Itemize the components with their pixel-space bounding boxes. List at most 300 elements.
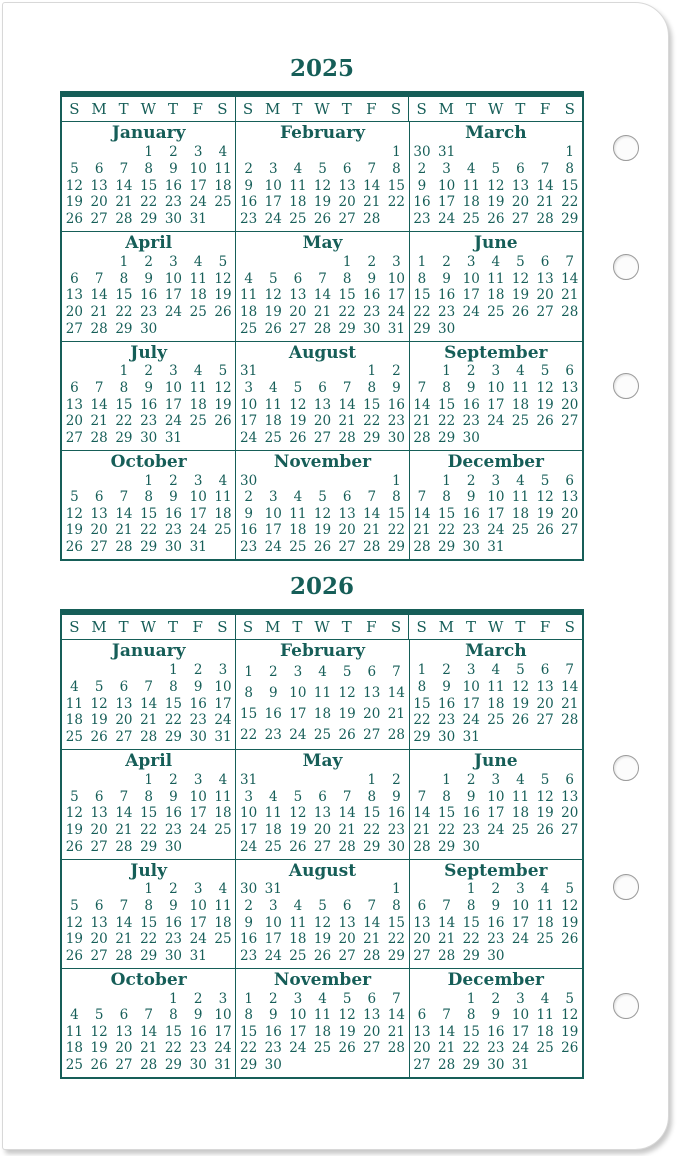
day-number: 15 (164, 1023, 183, 1040)
day-number: 23 (140, 303, 158, 320)
day-number: 13 (115, 1023, 133, 1040)
day-number: 22 (140, 194, 158, 211)
day-number: 24 (511, 1040, 530, 1057)
day-number: 13 (413, 1023, 431, 1040)
day-number: 8 (417, 270, 427, 287)
day-number: 21 (140, 712, 158, 729)
day-number: 6 (342, 897, 352, 914)
day-number: 4 (268, 379, 278, 396)
month-name: June (474, 751, 518, 772)
day-number: 2 (169, 472, 178, 489)
day-number: 10 (487, 788, 505, 805)
day-number: 15 (115, 396, 133, 413)
day-number: 24 (189, 821, 207, 838)
day-number: 2 (466, 472, 476, 489)
day-number: 13 (413, 914, 431, 931)
month-name: February (279, 641, 365, 661)
day-number: 7 (417, 788, 427, 805)
day-number (508, 949, 533, 964)
day-number (136, 663, 161, 678)
day-number: 12 (536, 379, 554, 396)
week-row (236, 932, 408, 947)
month-name: November (273, 451, 372, 472)
day-number: 3 (218, 990, 228, 1007)
day-number: 6 (119, 1007, 129, 1024)
day-number: 16 (387, 805, 405, 822)
day-number: 21 (438, 1040, 456, 1057)
day-number: 24 (487, 413, 505, 430)
day-number: 19 (65, 194, 83, 211)
day-number: 10 (189, 897, 207, 914)
day-number: 12 (289, 805, 307, 822)
day-number: 18 (462, 194, 480, 211)
month-name: May (302, 233, 343, 254)
weekday-label: S (564, 100, 575, 118)
day-number: 12 (536, 788, 554, 805)
day-number: 20 (363, 1023, 381, 1040)
year-title-2025: 2025 (289, 55, 354, 82)
day-number: 8 (144, 897, 153, 914)
week-row (236, 916, 408, 931)
day-number: 15 (240, 706, 258, 723)
week-row (236, 992, 408, 1007)
day-number: 20 (65, 413, 83, 430)
day-number: 2 (491, 881, 501, 898)
day-number: 16 (240, 522, 258, 539)
day-number: 8 (244, 1007, 253, 1024)
month-weeks (62, 144, 235, 228)
day-number: 18 (65, 1040, 83, 1057)
day-number: 26 (338, 727, 356, 744)
day-number: 20 (90, 931, 108, 948)
day-number: 11 (289, 914, 307, 931)
day-number: 5 (491, 160, 501, 177)
day-number: 3 (293, 990, 303, 1007)
day-number: 27 (90, 211, 108, 228)
day-number: 30 (140, 429, 158, 446)
day-number (533, 840, 558, 855)
day-number: 27 (561, 413, 579, 430)
day-number: 10 (164, 379, 183, 396)
day-number: 19 (536, 505, 554, 522)
day-number: 14 (387, 1007, 405, 1024)
day-number: 9 (417, 177, 427, 194)
day-number: 13 (363, 1007, 381, 1024)
day-number: 23 (240, 947, 258, 964)
day-number: 25 (536, 931, 554, 948)
day-number: 3 (442, 160, 451, 177)
day-number (410, 882, 435, 897)
weekday-label: T (168, 618, 179, 636)
month-name: September (444, 342, 548, 363)
day-number: 30 (487, 947, 505, 964)
day-number: 19 (561, 914, 579, 931)
week-row (410, 431, 582, 446)
month-july (62, 859, 235, 968)
week-row (236, 523, 408, 538)
month-name: December (447, 969, 544, 990)
day-number (508, 730, 533, 745)
day-number: 4 (218, 772, 228, 789)
day-number: 19 (90, 1040, 108, 1057)
weekday-label: F (366, 618, 377, 636)
month-weeks (410, 254, 582, 337)
day-number: 18 (189, 396, 207, 413)
day-number: 7 (367, 897, 377, 914)
week-row (236, 195, 408, 210)
day-number: 22 (363, 821, 381, 838)
day-number: 29 (140, 211, 158, 228)
week-row (236, 1041, 408, 1056)
day-number: 22 (387, 522, 405, 539)
day-number: 18 (264, 413, 282, 430)
day-number: 25 (65, 1057, 83, 1074)
day-number: 26 (313, 539, 332, 556)
weekday-label: T (341, 618, 352, 636)
weekday-group (408, 615, 582, 639)
day-number (211, 949, 236, 964)
day-number: 7 (94, 379, 104, 396)
day-number (261, 145, 286, 160)
day-number: 11 (214, 160, 232, 177)
day-number: 12 (487, 177, 505, 194)
day-number: 25 (289, 947, 307, 964)
week-row (62, 663, 235, 678)
day-number (310, 145, 335, 160)
day-number: 2 (144, 363, 153, 380)
day-number: 8 (144, 160, 153, 177)
day-number (161, 322, 186, 337)
day-number: 21 (313, 303, 332, 320)
day-number: 3 (491, 472, 501, 489)
day-number (508, 145, 533, 160)
week-row (236, 1025, 408, 1040)
week-row (410, 212, 582, 227)
day-number: 9 (268, 685, 278, 702)
day-number (310, 773, 335, 788)
week-row (62, 414, 235, 429)
day-number: 1 (144, 772, 153, 789)
day-number (459, 322, 484, 337)
day-number: 6 (318, 788, 327, 805)
week-row (62, 713, 235, 728)
day-number (335, 145, 360, 160)
binder-hole (613, 874, 639, 900)
day-number (384, 1058, 409, 1073)
day-number: 5 (318, 489, 327, 506)
day-number (533, 540, 558, 555)
month-october (62, 968, 235, 1077)
day-number (112, 145, 137, 160)
day-number: 13 (313, 805, 332, 822)
week-row (410, 713, 582, 728)
day-number (261, 773, 286, 788)
day-number: 3 (169, 363, 178, 380)
day-number: 14 (338, 805, 356, 822)
day-number: 26 (536, 413, 554, 430)
day-number: 3 (268, 160, 278, 177)
day-number (87, 773, 112, 788)
day-number (286, 364, 311, 379)
day-number: 28 (90, 429, 108, 446)
day-number: 30 (462, 838, 480, 855)
day-number (533, 431, 558, 446)
day-number: 27 (363, 727, 381, 744)
day-number: 25 (536, 1040, 554, 1057)
day-number: 21 (536, 194, 554, 211)
week-row (236, 686, 408, 701)
weekday-label: S (416, 618, 427, 636)
day-number: 22 (140, 931, 158, 948)
day-number: 5 (70, 160, 79, 177)
day-number: 2 (193, 990, 203, 1007)
day-number (286, 773, 311, 788)
day-number: 1 (392, 472, 401, 489)
month-name: August (288, 860, 357, 881)
day-number: 15 (164, 695, 183, 712)
day-number: 23 (487, 1040, 505, 1057)
week-row (62, 773, 235, 788)
day-number: 18 (313, 1023, 332, 1040)
day-number: 12 (561, 897, 579, 914)
day-number: 9 (244, 505, 253, 522)
day-number: 20 (90, 522, 108, 539)
day-number: 18 (289, 522, 307, 539)
day-number: 7 (119, 489, 129, 506)
day-number: 8 (367, 788, 377, 805)
day-number: 4 (540, 881, 550, 898)
day-number: 2 (466, 772, 476, 789)
month-name: June (474, 233, 518, 254)
day-number: 25 (214, 821, 232, 838)
weekday-header (62, 615, 582, 640)
day-number: 18 (511, 396, 530, 413)
day-number: 30 (264, 1057, 282, 1074)
day-number (508, 540, 533, 555)
day-number: 1 (169, 661, 178, 678)
day-number: 23 (487, 931, 505, 948)
day-number: 7 (540, 160, 550, 177)
day-number: 17 (487, 505, 505, 522)
binder-hole (613, 993, 639, 1019)
day-number: 19 (313, 522, 332, 539)
day-number: 22 (115, 413, 133, 430)
day-number (335, 1058, 360, 1073)
day-number: 12 (90, 695, 108, 712)
day-number: 8 (119, 379, 129, 396)
day-number: 9 (244, 914, 253, 931)
day-number: 4 (218, 143, 228, 160)
day-number: 11 (511, 489, 530, 506)
day-number (186, 840, 211, 855)
day-number (211, 840, 236, 855)
day-number: 9 (169, 788, 178, 805)
day-number: 22 (140, 522, 158, 539)
day-number: 28 (413, 539, 431, 556)
day-number: 14 (363, 177, 381, 194)
week-row (236, 490, 408, 505)
day-number (335, 882, 360, 897)
day-number: 31 (264, 881, 282, 898)
day-number: 13 (65, 287, 83, 304)
month-name: January (111, 123, 186, 143)
day-number: 19 (511, 695, 530, 712)
day-number: 5 (540, 363, 550, 380)
day-number: 3 (193, 472, 203, 489)
day-number: 11 (189, 379, 207, 396)
day-number (62, 663, 87, 678)
day-number: 8 (565, 160, 575, 177)
month-name: September (444, 860, 548, 881)
day-number: 7 (144, 1007, 153, 1024)
day-number: 16 (462, 396, 480, 413)
day-number: 19 (338, 1023, 356, 1040)
day-number: 11 (487, 270, 505, 287)
day-number: 24 (438, 211, 456, 228)
day-number: 21 (561, 695, 579, 712)
day-number: 4 (70, 678, 79, 695)
day-number: 27 (536, 712, 554, 729)
day-number: 6 (516, 160, 525, 177)
day-number: 19 (65, 931, 83, 948)
day-number: 21 (90, 303, 108, 320)
day-number: 23 (164, 821, 183, 838)
day-number: 20 (115, 712, 133, 729)
day-number: 19 (289, 413, 307, 430)
day-number (261, 474, 286, 489)
day-number: 5 (94, 678, 104, 695)
day-number: 21 (413, 821, 431, 838)
day-number: 17 (511, 914, 530, 931)
day-number: 1 (417, 661, 427, 678)
day-number: 10 (511, 897, 530, 914)
day-number: 21 (363, 931, 381, 948)
day-number: 21 (140, 1040, 158, 1057)
day-number: 6 (417, 1007, 427, 1024)
day-number: 16 (140, 396, 158, 413)
day-number: 18 (289, 931, 307, 948)
day-number: 1 (367, 363, 377, 380)
day-number: 13 (338, 914, 356, 931)
day-number (508, 840, 533, 855)
day-number: 5 (318, 897, 327, 914)
day-number: 3 (491, 363, 501, 380)
day-number: 26 (65, 947, 83, 964)
day-number: 28 (413, 838, 431, 855)
day-number: 9 (169, 897, 178, 914)
week-row (236, 773, 408, 788)
week-row (410, 1041, 582, 1056)
day-number: 14 (561, 678, 579, 695)
day-number: 6 (70, 270, 79, 287)
day-number: 19 (65, 821, 83, 838)
day-number: 22 (240, 1040, 258, 1057)
day-number: 31 (438, 143, 456, 160)
day-number: 10 (487, 379, 505, 396)
day-number: 8 (466, 897, 476, 914)
week-row (410, 1025, 582, 1040)
day-number: 5 (565, 990, 575, 1007)
day-number (459, 145, 484, 160)
day-number: 9 (491, 1007, 501, 1024)
day-number: 2 (193, 661, 203, 678)
week-row (410, 1058, 582, 1073)
day-number: 1 (442, 772, 451, 789)
day-number: 7 (565, 254, 575, 271)
day-number: 12 (65, 177, 83, 194)
week-row (62, 490, 235, 505)
week-row (410, 288, 582, 303)
day-number: 24 (164, 303, 183, 320)
day-number: 30 (487, 1057, 505, 1074)
day-number: 7 (565, 661, 575, 678)
week-row (410, 840, 582, 855)
day-number (359, 474, 384, 489)
day-number: 1 (442, 363, 451, 380)
day-number: 20 (65, 303, 83, 320)
day-number: 30 (164, 838, 183, 855)
day-number: 9 (169, 160, 178, 177)
day-number (434, 992, 459, 1007)
year-calendar-2026 (60, 609, 584, 1079)
month-weeks (62, 662, 235, 746)
day-number: 5 (342, 990, 352, 1007)
day-number: 9 (442, 678, 451, 695)
day-number: 11 (214, 489, 232, 506)
weekday-label: F (192, 618, 203, 636)
day-number: 25 (189, 413, 207, 430)
day-number: 24 (189, 931, 207, 948)
day-number (533, 145, 558, 160)
day-number (484, 322, 509, 337)
day-number: 29 (438, 838, 456, 855)
day-number (335, 364, 360, 379)
day-number: 29 (140, 539, 158, 556)
day-number: 30 (189, 729, 207, 746)
day-number (557, 1058, 582, 1073)
day-number: 20 (511, 194, 530, 211)
day-number (359, 145, 384, 160)
day-number: 19 (65, 522, 83, 539)
day-number: 19 (214, 396, 232, 413)
day-number: 20 (313, 413, 332, 430)
day-number: 1 (342, 254, 352, 271)
day-number: 29 (413, 729, 431, 746)
day-number: 17 (264, 194, 282, 211)
month-weeks (236, 254, 408, 337)
week-row (62, 697, 235, 712)
week-row (410, 773, 582, 788)
week-row (236, 431, 408, 446)
day-number (261, 255, 286, 270)
day-number: 3 (466, 661, 476, 678)
day-number: 16 (240, 931, 258, 948)
day-number: 16 (438, 287, 456, 304)
weekday-label: S (390, 618, 402, 636)
day-number: 17 (387, 287, 405, 304)
week-row (410, 322, 582, 337)
day-number: 19 (536, 396, 554, 413)
month-name: May (302, 751, 343, 772)
day-number: 18 (536, 1023, 554, 1040)
day-number: 13 (289, 287, 307, 304)
week-row (410, 145, 582, 160)
month-name: December (447, 451, 544, 472)
day-number: 12 (338, 1007, 356, 1024)
day-number: 14 (413, 505, 431, 522)
day-number: 4 (516, 363, 525, 380)
day-number: 27 (289, 320, 307, 337)
